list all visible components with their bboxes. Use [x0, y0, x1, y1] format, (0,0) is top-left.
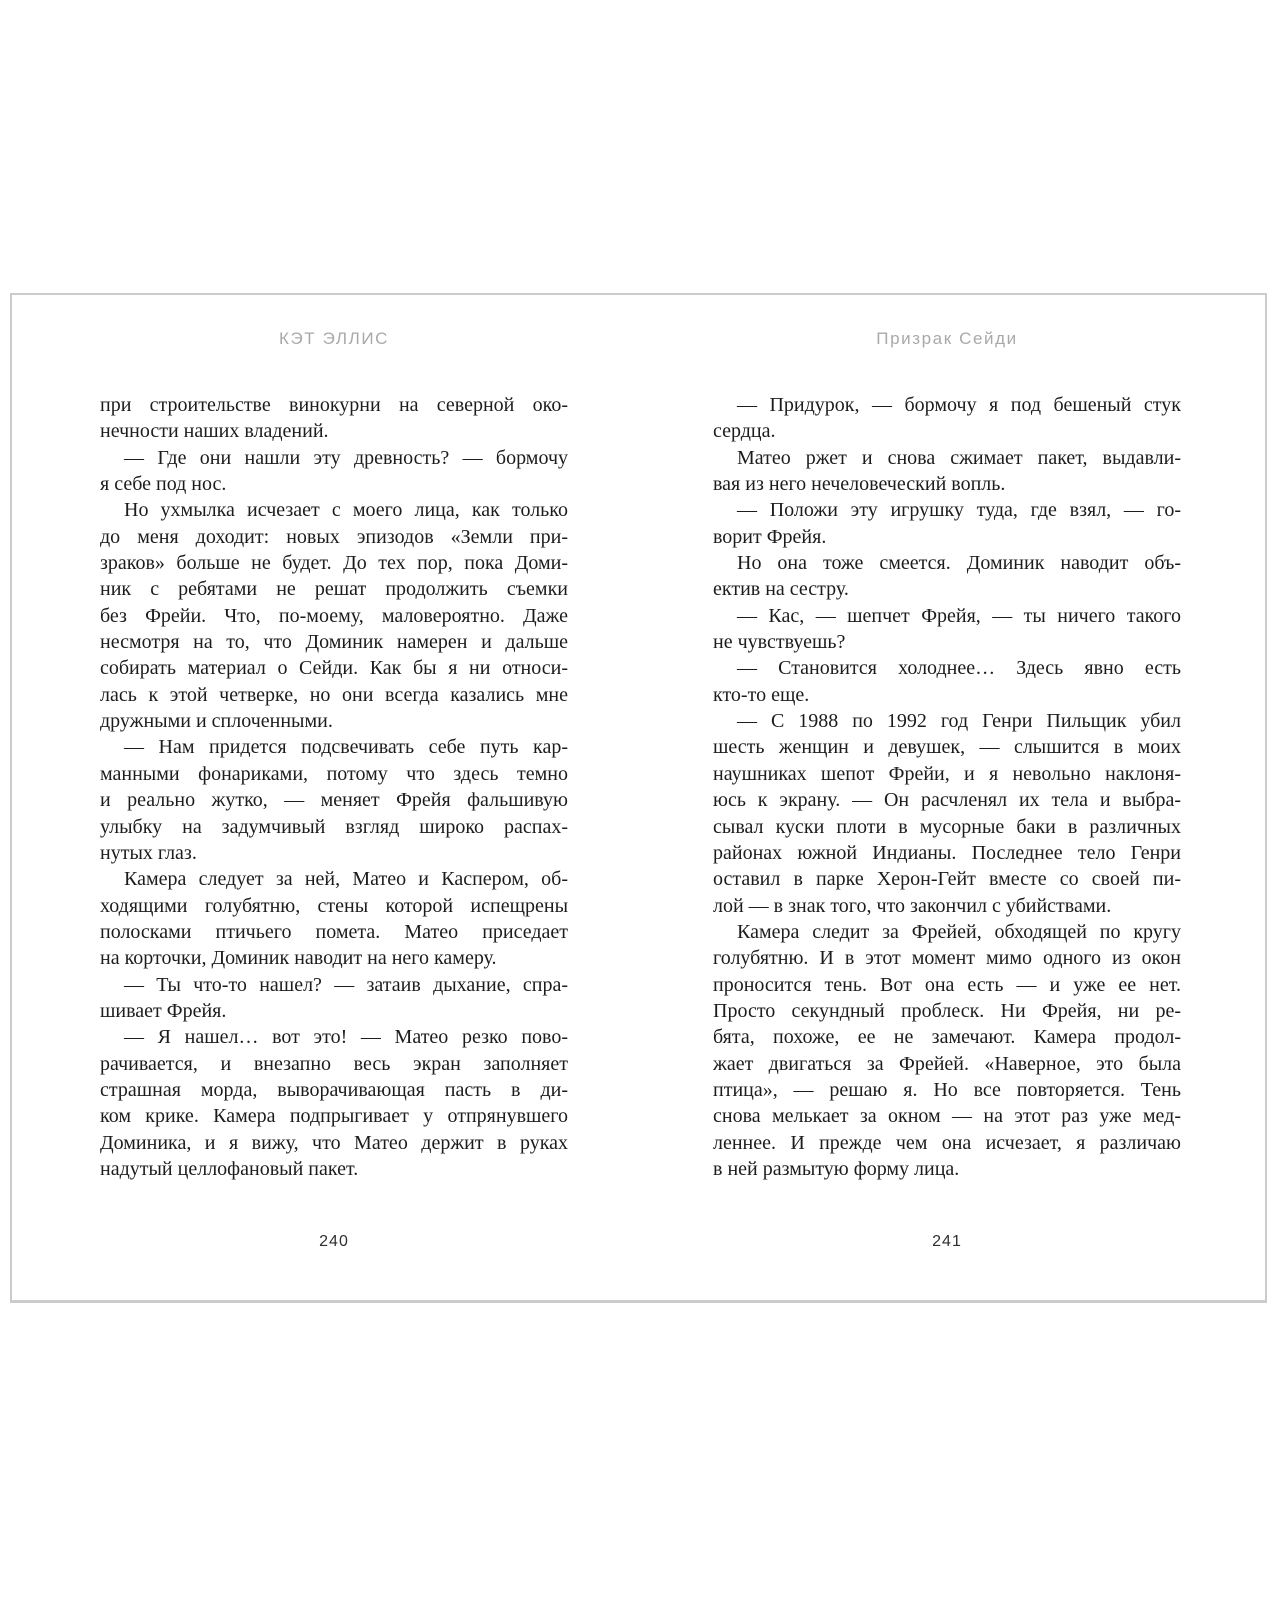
- text-line: и реально жутко, — меняет Фрейя фальшивую: [100, 789, 568, 812]
- text-line: Матео ржет и снова сжимает пакет, выдавли-: [737, 446, 1181, 469]
- text-line: голубятню. И в этот момент мимо одного из окон: [713, 947, 1181, 970]
- page-number-left: 240: [319, 1233, 349, 1250]
- text-line: не чувствуешь?: [713, 631, 846, 654]
- text-line: нутых глаз.: [100, 841, 197, 864]
- text-line: — Кас, — шепчет Фрейя, — ты ничего такого: [737, 604, 1181, 627]
- text-line: снова мелькает за окном — на этот раз уже мед-: [713, 1105, 1181, 1128]
- paragraph: [713, 392, 1181, 445]
- running-head-author: КЭТ ЭЛЛИС: [278, 329, 390, 348]
- text-line: жает двигаться за Фрейей. «Наверное, это была: [713, 1052, 1181, 1075]
- text-line: оставил в парке Херон-Гейт вместе со своей пи-: [713, 868, 1181, 891]
- paragraph: [100, 392, 568, 445]
- text-line: — С 1988 по 1992 год Генри Пильщик убил: [737, 710, 1181, 733]
- running-head-title: Призрак Сейди: [876, 329, 1018, 348]
- paragraph: [100, 445, 568, 498]
- text-line: без Фрейи. Что, по-моему, маловероятно. Даже: [100, 604, 568, 627]
- text-line: ходящими голубятню, стены которой испещрены: [100, 894, 568, 917]
- text-line: шесть женщин и девушек, — слышится в моих: [713, 736, 1181, 759]
- text-line: нечности наших владений.: [100, 420, 329, 443]
- text-line: Просто секундный проблеск. Ни Фрейя, ни ре-: [713, 999, 1181, 1022]
- paragraph: [713, 445, 1181, 498]
- paragraph: [713, 655, 1181, 708]
- text-line: — Положи эту игрушку туда, где взял, — го-: [737, 499, 1181, 522]
- paragraph: [100, 972, 568, 1025]
- text-line: полосками птичьего помета. Матео приседает: [100, 920, 568, 943]
- text-line: ворит Фрейя.: [713, 525, 827, 548]
- text-line: бята, похоже, ее не замечают. Камера продол-: [713, 1026, 1181, 1049]
- text-line: ник с ребятами не решат продолжить съемки: [100, 578, 568, 601]
- text-line: Но ухмылка исчезает с моего лица, как только: [124, 499, 568, 522]
- text-line: наушниках шепот Фрейи, и я невольно наклоня-: [713, 762, 1181, 785]
- text-line: районах южной Индианы. Последнее тело Генри: [713, 841, 1181, 864]
- text-line: рачивается, и внезапно весь экран заполняет: [100, 1052, 568, 1075]
- right-page-text-column: [713, 392, 1181, 1182]
- text-line: — Становится холоднее… Здесь явно есть: [737, 657, 1181, 680]
- left-page-text-column: [100, 392, 568, 1182]
- text-line: кто-то еще.: [713, 683, 810, 706]
- paragraph: [713, 708, 1181, 919]
- text-line: — Я нашел… вот это! — Матео резко пово-: [124, 1026, 568, 1049]
- text-line: собирать материал о Сейди. Как бы я ни относи-: [100, 657, 568, 680]
- text-line: — Нам придется подсвечивать себе путь кар-: [124, 736, 568, 759]
- text-line: лась к этой четверке, но они всегда казались мне: [100, 683, 568, 706]
- text-line: птица», — решаю я. Но все повторяется. Тень: [713, 1078, 1181, 1101]
- text-line: сердца.: [713, 420, 776, 443]
- text-line: Но она тоже смеется. Доминик наводит объ-: [737, 552, 1181, 575]
- text-line: дружными и сплоченными.: [100, 710, 333, 733]
- page-number-right: 241: [932, 1233, 962, 1250]
- text-line: надутый целлофановый пакет.: [100, 1157, 359, 1180]
- text-line: леннее. И прежде чем она исчезает, я различаю: [713, 1131, 1181, 1154]
- paragraph: [100, 497, 568, 734]
- paragraph: [713, 919, 1181, 1182]
- text-line: манными фонариками, потому что здесь темно: [100, 762, 568, 785]
- text-line: юсь к экрану. — Он расчленял их тела и выбра-: [713, 789, 1181, 812]
- text-line: ектив на сестру.: [713, 578, 849, 601]
- text-line: на корточки, Доминик наводит на него камеру.: [100, 947, 497, 970]
- text-line: Камера следит за Фрейей, обходящей по кругу: [737, 920, 1181, 943]
- text-line: ком крике. Камера подпрыгивает у отпрянувшего: [100, 1105, 568, 1128]
- text-line: в ней размытую форму лица.: [713, 1157, 960, 1180]
- text-line: улыбку на задумчивый взгляд широко распах-: [100, 815, 568, 838]
- paragraph: [713, 550, 1181, 603]
- text-line: до меня доходит: новых эпизодов «Земли при-: [100, 525, 568, 548]
- text-line: — Придурок, — бормочу я под бешеный стук: [737, 394, 1181, 416]
- text-line: — Где они нашли эту древность? — бормочу: [124, 446, 568, 469]
- text-line: Доминика, и я вижу, что Матео держит в руках: [100, 1131, 568, 1154]
- paragraph: [713, 497, 1181, 550]
- paragraph: [100, 734, 568, 866]
- text-line: вая из него нечеловеческий вопль.: [713, 473, 1006, 496]
- text-line: шивает Фрейя.: [100, 999, 227, 1022]
- text-line: я себе под нос.: [100, 473, 227, 496]
- text-line: зраков» больше не будет. До тех пор, пока Доми-: [100, 552, 568, 575]
- text-line: страшная морда, выворачивающая пасть в ди-: [100, 1078, 568, 1101]
- text-line: несмотря на то, что Доминик намерен и дальше: [100, 631, 568, 654]
- text-line: Камера следует за ней, Матео и Каспером, об-: [124, 868, 568, 891]
- text-line: лой — в знак того, что закончил с убийствами.: [713, 894, 1112, 917]
- paragraph: [713, 603, 1181, 656]
- text-line: при строительстве винокурни на северной око-: [100, 394, 568, 416]
- text-line: — Ты что-то нашел? — затаив дыхание, спра-: [124, 973, 568, 996]
- text-line: сывал куски плоти в мусорные баки в различных: [713, 815, 1181, 838]
- paragraph: [100, 1024, 568, 1182]
- text-line: проносится тень. Вот она есть — и уже ее нет.: [713, 973, 1181, 996]
- paragraph: [100, 866, 568, 971]
